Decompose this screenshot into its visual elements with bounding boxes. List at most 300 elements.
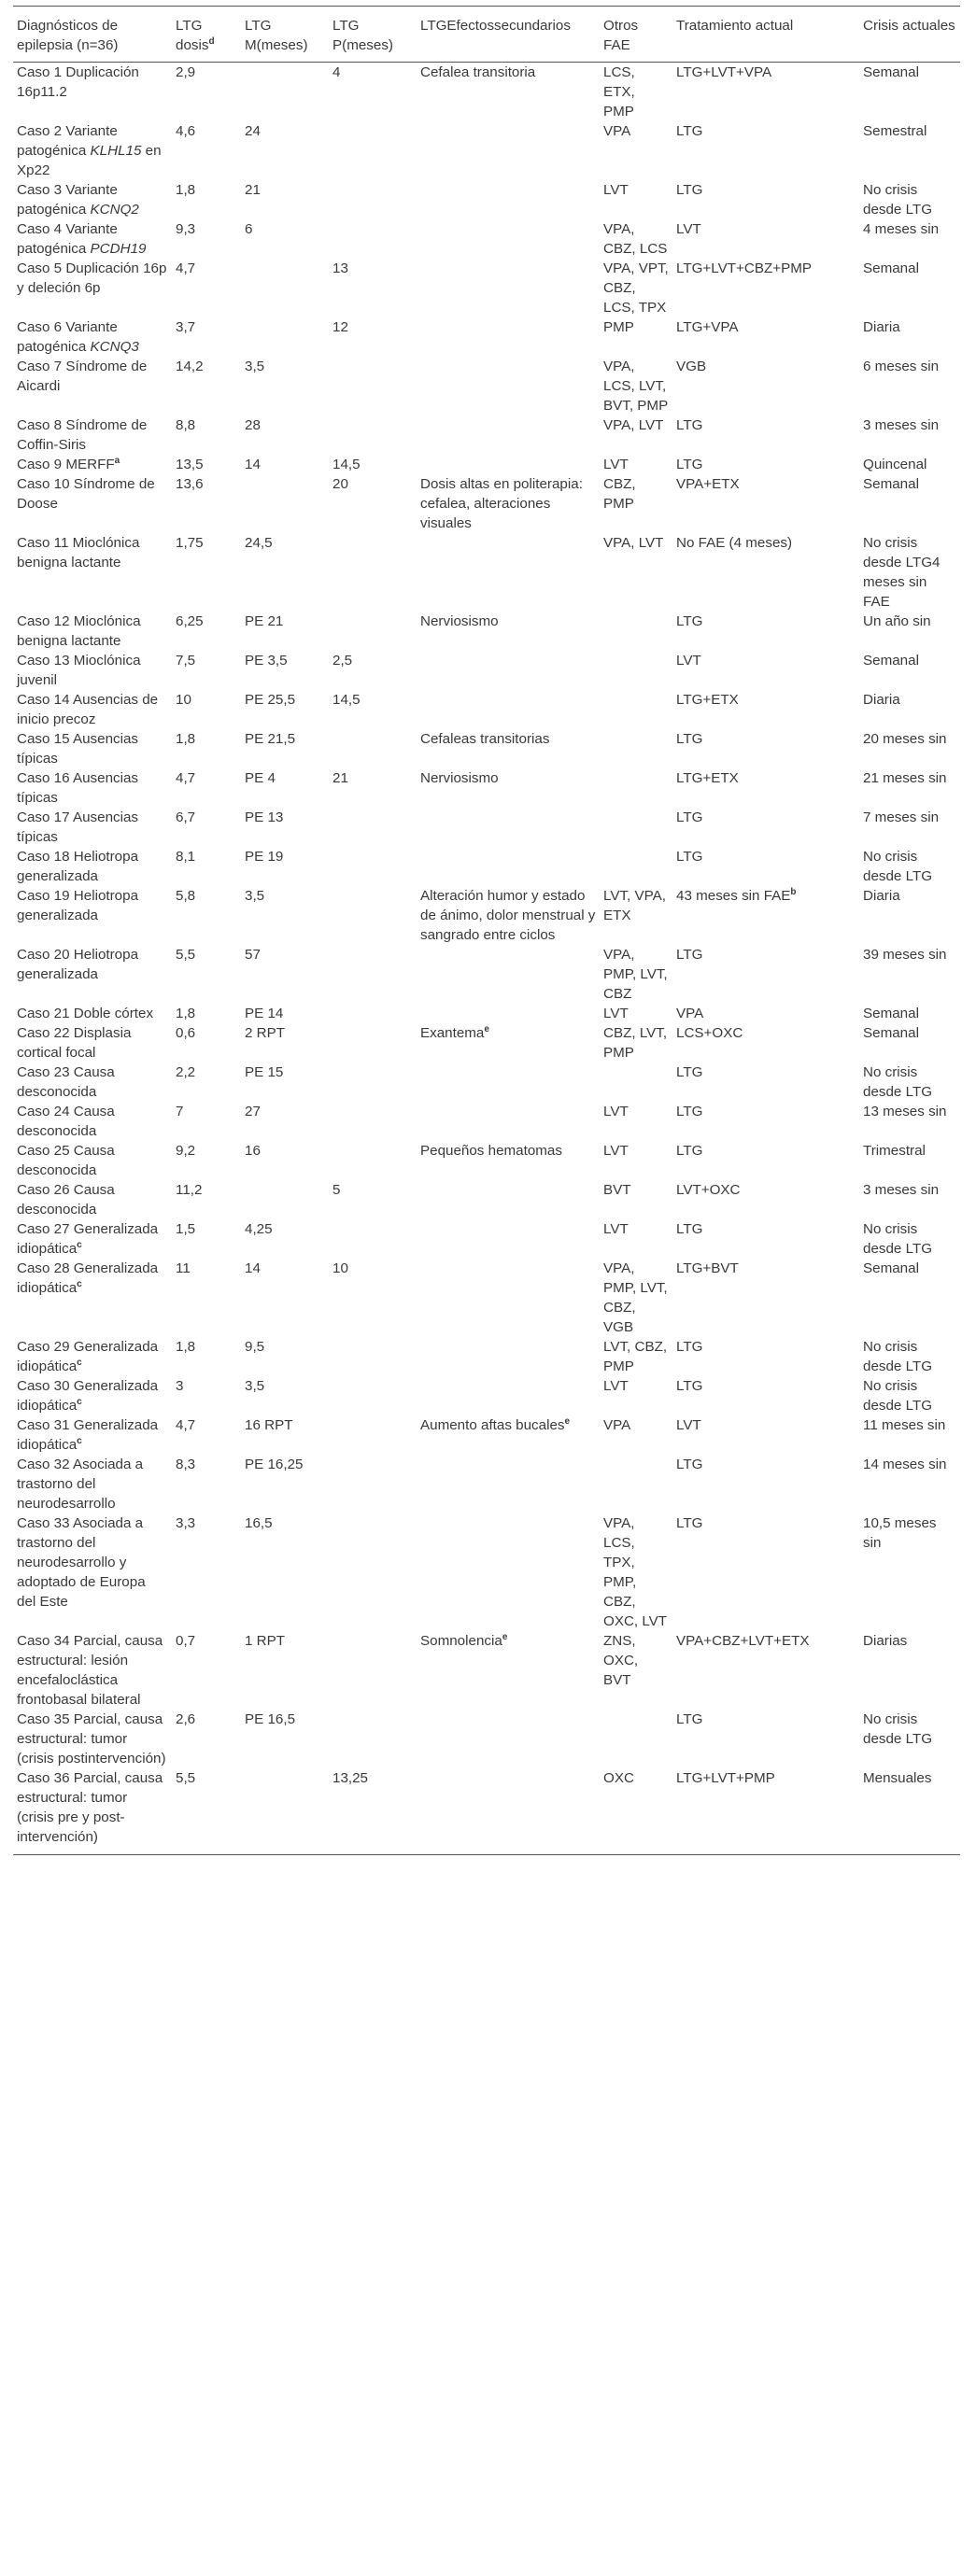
cell-ltg-dose-text: 0,6 [176, 1025, 196, 1041]
table-row [13, 1337, 960, 1376]
cell-current-seizures [859, 1376, 960, 1415]
cell-ltg-dose-text: 4,6 [176, 123, 196, 139]
table-row [13, 651, 960, 690]
cell-current-seizures-text: Semanal [863, 1025, 919, 1041]
cell-diagnosis [13, 259, 172, 317]
cell-other-aed-text: OXC [603, 1770, 634, 1786]
cell-other-aed-text: VPA, LCS, LVT, BVT, PMP [603, 359, 669, 414]
cell-current-treatment-text: LTG+LVT+CBZ+PMP [676, 260, 813, 276]
table-row [13, 1023, 960, 1063]
cell-current-treatment-text: 43 meses sin FAE [676, 888, 791, 904]
cell-ltg-m [241, 1415, 329, 1455]
cell-other-aed-text: LVT [603, 1006, 629, 1021]
cell-current-seizures [859, 455, 960, 474]
cell-other-aed [600, 455, 672, 474]
cell-other-aed-text: CBZ, LVT, PMP [603, 1025, 668, 1061]
cell-ltg-m [241, 357, 329, 415]
table-row [13, 1180, 960, 1219]
cell-diagnosis [13, 1415, 172, 1455]
cell-ltg-p-text: 12 [332, 319, 348, 335]
table-row [13, 357, 960, 415]
cell-side-effects [417, 1219, 600, 1259]
cell-ltg-p [329, 1259, 417, 1337]
cell-diagnosis [13, 180, 172, 219]
cell-side-effects-text: Nerviosismo [420, 613, 499, 629]
header-current-seizures: Crisis actuales [859, 7, 960, 63]
cell-other-aed [600, 219, 672, 259]
cell-current-seizures [859, 1768, 960, 1855]
cell-ltg-dose-text: 13,6 [176, 476, 204, 492]
cell-ltg-p [329, 455, 417, 474]
cell-diagnosis [13, 415, 172, 455]
cell-ltg-p [329, 63, 417, 122]
cell-ltg-m-text: PE 16,5 [245, 1711, 296, 1727]
cell-current-treatment [672, 1102, 859, 1141]
cell-current-treatment [672, 1631, 859, 1710]
cell-current-treatment-text: VGB [676, 359, 707, 374]
cell-other-aed-text: LVT, CBZ, PMP [603, 1339, 668, 1374]
cell-current-treatment-text: LVT [676, 653, 701, 669]
cell-side-effects [417, 1455, 600, 1513]
cell-current-treatment-text: LVT [676, 221, 701, 237]
cell-ltg-dose-text: 11,2 [176, 1182, 203, 1198]
cell-current-seizures-text: Quincenal [863, 457, 927, 472]
cell-side-effects [417, 1259, 600, 1337]
gene-name: KCNQ2 [90, 202, 139, 218]
header-side-effects: LTGEfectossecundarios [417, 7, 600, 63]
cell-ltg-m [241, 533, 329, 612]
cell-current-treatment [672, 1004, 859, 1023]
cell-ltg-m [241, 1259, 329, 1337]
cell-other-aed [600, 1259, 672, 1337]
cell-other-aed [600, 886, 672, 945]
cell-other-aed [600, 63, 672, 122]
cell-ltg-dose [172, 768, 241, 808]
table-row [13, 1219, 960, 1259]
cell-current-seizures-text: 4 meses sin [863, 221, 940, 237]
cell-ltg-p [329, 1415, 417, 1455]
cell-ltg-dose [172, 259, 241, 317]
cell-current-seizures-text: No crisis desde LTG [863, 182, 933, 218]
cell-ltg-dose [172, 1768, 241, 1855]
cell-current-treatment [672, 219, 859, 259]
cell-ltg-p [329, 1063, 417, 1102]
cell-ltg-m [241, 651, 329, 690]
cell-other-aed-text: LVT, VPA, ETX [603, 888, 666, 923]
diagnosis-text: Caso 28 Generalizada idiopática [17, 1260, 159, 1296]
cell-current-seizures [859, 533, 960, 612]
cell-side-effects [417, 180, 600, 219]
diagnosis-text: Caso 29 Generalizada idiopática [17, 1339, 159, 1374]
diagnosis-text: Caso 17 Ausencias típicas [17, 809, 139, 845]
cell-ltg-dose-text: 1,8 [176, 731, 196, 747]
diagnosis-text: en Xp22 [17, 143, 162, 178]
cell-diagnosis [13, 1063, 172, 1102]
diagnosis-text: Caso 4 Variante patogénica [17, 221, 118, 257]
diagnosis-text: Caso 33 Asociada a trastorno del neurodesarrollo y adoptado de Europa del Este [17, 1515, 146, 1610]
cell-current-seizures-text: 11 meses sin [863, 1417, 946, 1433]
cell-current-seizures-text: Mensuales [863, 1770, 932, 1786]
cell-current-seizures [859, 651, 960, 690]
cell-current-seizures-text: 39 meses sin [863, 947, 947, 963]
cell-ltg-dose-text: 3,3 [176, 1515, 196, 1531]
cell-current-treatment [672, 945, 859, 1004]
cell-current-seizures [859, 945, 960, 1004]
cell-current-treatment-text: LVT+OXC [676, 1182, 741, 1198]
cell-ltg-dose [172, 886, 241, 945]
cell-current-treatment [672, 533, 859, 612]
cell-diagnosis [13, 1376, 172, 1415]
cell-ltg-p [329, 1004, 417, 1023]
cell-ltg-dose [172, 847, 241, 886]
cell-current-treatment [672, 121, 859, 180]
cell-ltg-m [241, 1219, 329, 1259]
cell-diagnosis [13, 1141, 172, 1180]
cell-other-aed [600, 690, 672, 729]
cell-side-effects [417, 317, 600, 357]
table-row [13, 63, 960, 122]
cell-side-effects [417, 847, 600, 886]
cell-other-aed [600, 180, 672, 219]
cell-ltg-dose-text: 9,2 [176, 1143, 196, 1159]
table-row [13, 533, 960, 612]
cell-ltg-dose [172, 180, 241, 219]
diagnosis-text: Caso 22 Displasia cortical focal [17, 1025, 132, 1061]
cell-ltg-m [241, 1004, 329, 1023]
diagnosis-text: Caso 15 Ausencias típicas [17, 731, 139, 767]
cell-ltg-p [329, 1768, 417, 1855]
cell-ltg-dose [172, 1180, 241, 1219]
cell-ltg-p [329, 219, 417, 259]
diagnosis-text: Caso 32 Asociada a trastorno del neurodesarrollo [17, 1457, 144, 1512]
cell-side-effects-text: Aumento aftas bucales [420, 1417, 565, 1433]
table-row [13, 1631, 960, 1710]
cell-other-aed [600, 357, 672, 415]
cell-side-effects [417, 219, 600, 259]
cell-ltg-m-text: 3,5 [245, 888, 265, 904]
cell-side-effects [417, 768, 600, 808]
table-row [13, 1259, 960, 1337]
cell-current-seizures [859, 1023, 960, 1063]
cell-ltg-dose-text: 6,25 [176, 613, 204, 629]
cell-other-aed [600, 1180, 672, 1219]
cell-ltg-m-text: 9,5 [245, 1339, 265, 1355]
cell-ltg-dose-text: 7,5 [176, 653, 196, 669]
cell-current-seizures-text: Un año sin [863, 613, 931, 629]
cell-current-seizures [859, 808, 960, 847]
cell-other-aed-text: VPA [603, 1417, 631, 1433]
cell-ltg-dose-text: 4,7 [176, 1417, 196, 1433]
cell-ltg-dose [172, 945, 241, 1004]
cell-current-seizures [859, 1102, 960, 1141]
cell-ltg-dose-text: 1,8 [176, 1006, 196, 1021]
cell-diagnosis [13, 1219, 172, 1259]
cell-current-seizures-text: Diaria [863, 319, 900, 335]
cell-other-aed [600, 533, 672, 612]
cell-other-aed-text: VPA, CBZ, LCS [603, 221, 668, 257]
cell-ltg-dose [172, 1023, 241, 1063]
cell-side-effects [417, 1102, 600, 1141]
cell-current-treatment-text: LTG+VPA [676, 319, 739, 335]
cell-other-aed [600, 768, 672, 808]
cell-ltg-dose [172, 219, 241, 259]
cell-side-effects-text: Alteración humor y estado de ánimo, dolor menstrual y sangrado entre ciclos [420, 888, 596, 943]
diagnosis-text: Caso 12 Mioclónica benigna lactante [17, 613, 141, 649]
cell-current-treatment-text: LTG+ETX [676, 770, 739, 786]
cell-ltg-m [241, 886, 329, 945]
cell-ltg-p [329, 415, 417, 455]
cell-diagnosis [13, 886, 172, 945]
cell-other-aed-text: VPA, LVT [603, 417, 664, 433]
cell-ltg-p [329, 357, 417, 415]
cell-ltg-dose-text: 5,8 [176, 888, 196, 904]
cell-ltg-dose [172, 1455, 241, 1513]
table-row [13, 1513, 960, 1631]
table-header-row [13, 7, 960, 63]
cell-current-treatment [672, 415, 859, 455]
cell-side-effects-text: Exantema [420, 1025, 485, 1041]
cell-ltg-dose [172, 1513, 241, 1631]
cell-other-aed [600, 1102, 672, 1141]
cell-ltg-p [329, 729, 417, 768]
table-row [13, 886, 960, 945]
table-row [13, 1102, 960, 1141]
cell-other-aed [600, 1710, 672, 1768]
cell-current-treatment [672, 455, 859, 474]
cell-other-aed-text: CBZ, PMP [603, 476, 636, 512]
cell-ltg-dose [172, 1710, 241, 1768]
cell-current-seizures [859, 180, 960, 219]
cell-ltg-m [241, 415, 329, 455]
cell-side-effects [417, 1376, 600, 1415]
table-row [13, 1141, 960, 1180]
cell-ltg-p [329, 1376, 417, 1415]
cell-ltg-p [329, 121, 417, 180]
cell-other-aed-text: LVT [603, 1143, 629, 1159]
cell-ltg-p [329, 180, 417, 219]
cell-other-aed [600, 1768, 672, 1855]
cell-ltg-dose [172, 690, 241, 729]
table-row [13, 847, 960, 886]
cell-current-seizures [859, 415, 960, 455]
cell-current-seizures-text: No crisis desde LTG4 meses sin FAE [863, 535, 941, 610]
cell-ltg-m-text: 16 RPT [245, 1417, 293, 1433]
cell-ltg-p-text: 10 [332, 1260, 348, 1276]
cell-ltg-dose-text: 5,5 [176, 947, 196, 963]
cell-current-treatment-text: LTG [676, 849, 703, 865]
cell-ltg-m-text: 57 [245, 947, 261, 963]
cell-current-treatment-text: LTG [676, 417, 703, 433]
cell-diagnosis [13, 1259, 172, 1337]
diagnosis-text: Caso 2 Variante patogénica [17, 123, 118, 159]
cell-other-aed [600, 729, 672, 768]
cell-current-treatment-text: VPA+ETX [676, 476, 740, 492]
cell-ltg-dose [172, 1141, 241, 1180]
cell-ltg-m-text: 2 RPT [245, 1025, 286, 1041]
header-ltg-dose-footnote: d [208, 35, 215, 47]
cell-current-treatment [672, 1710, 859, 1768]
diagnosis-text: Caso 14 Ausencias de inicio precoz [17, 692, 159, 727]
cell-current-seizures-text: No crisis desde LTG [863, 849, 933, 884]
cell-other-aed [600, 651, 672, 690]
cell-other-aed [600, 259, 672, 317]
diagnosis-text: Caso 16 Ausencias típicas [17, 770, 139, 806]
cell-current-seizures-text: No crisis desde LTG [863, 1339, 933, 1374]
cell-ltg-p [329, 847, 417, 886]
cell-side-effects [417, 1180, 600, 1219]
cell-current-seizures-text: 13 meses sin [863, 1104, 947, 1119]
cell-current-treatment-text: VPA+CBZ+LVT+ETX [676, 1633, 810, 1649]
cell-current-seizures [859, 1455, 960, 1513]
cell-ltg-dose-text: 13,5 [176, 457, 204, 472]
cell-ltg-m [241, 259, 329, 317]
cell-current-seizures-text: Diarias [863, 1633, 908, 1649]
diagnosis-text: Caso 11 Mioclónica benigna lactante [17, 535, 140, 570]
table-row [13, 1710, 960, 1768]
cell-ltg-m [241, 768, 329, 808]
cell-ltg-p [329, 533, 417, 612]
cell-current-treatment [672, 63, 859, 122]
cell-ltg-dose [172, 415, 241, 455]
cell-ltg-p-text: 4 [332, 64, 341, 80]
cell-current-seizures [859, 768, 960, 808]
cell-other-aed-text: LVT [603, 182, 629, 198]
cell-current-seizures [859, 1631, 960, 1710]
cell-side-effects [417, 1063, 600, 1102]
cell-side-effects [417, 121, 600, 180]
cell-ltg-m [241, 1337, 329, 1376]
cell-ltg-dose [172, 121, 241, 180]
cell-ltg-p [329, 1141, 417, 1180]
cell-current-seizures [859, 1141, 960, 1180]
cell-ltg-dose [172, 63, 241, 122]
cell-current-treatment [672, 768, 859, 808]
cell-current-treatment [672, 180, 859, 219]
cell-diagnosis [13, 1180, 172, 1219]
cell-side-effects [417, 474, 600, 533]
cell-side-effects [417, 945, 600, 1004]
table-row [13, 945, 960, 1004]
cell-current-seizures-text: Semestral [863, 123, 927, 139]
cell-ltg-p [329, 259, 417, 317]
cell-ltg-m [241, 690, 329, 729]
cell-ltg-dose-text: 2,2 [176, 1064, 196, 1080]
diagnosis-text: Caso 3 Variante patogénica [17, 182, 118, 218]
cell-current-treatment-text: LTG [676, 1064, 703, 1080]
cell-ltg-m-text: 3,5 [245, 1378, 265, 1394]
cell-other-aed [600, 945, 672, 1004]
cell-ltg-p [329, 651, 417, 690]
cell-ltg-m [241, 474, 329, 533]
cell-ltg-dose-text: 6,7 [176, 809, 196, 825]
cell-ltg-dose [172, 1004, 241, 1023]
cell-other-aed [600, 1376, 672, 1415]
cell-current-treatment [672, 690, 859, 729]
diagnosis-text: Caso 24 Causa desconocida [17, 1104, 115, 1139]
footnote-marker: c [77, 1435, 82, 1446]
table-row [13, 1376, 960, 1415]
cell-diagnosis [13, 121, 172, 180]
diagnosis-text: Caso 10 Síndrome de Doose [17, 476, 155, 512]
cell-diagnosis [13, 612, 172, 651]
cell-ltg-p [329, 612, 417, 651]
cell-other-aed-text: VPA, PMP, LVT, CBZ, VGB [603, 1260, 668, 1335]
cell-ltg-dose-text: 1,75 [176, 535, 204, 551]
cell-ltg-p-text: 5 [332, 1182, 341, 1198]
cell-current-seizures [859, 1415, 960, 1455]
table-row [13, 729, 960, 768]
diagnosis-text: Caso 13 Mioclónica juvenil [17, 653, 141, 688]
cell-current-seizures-text: 20 meses sin [863, 731, 947, 747]
cell-current-treatment-text: LVT [676, 1417, 701, 1433]
diagnosis-text: Caso 19 Heliotropa generalizada [17, 888, 139, 923]
cell-ltg-m-text: 14 [245, 457, 261, 472]
cell-current-treatment-text: LTG [676, 1104, 703, 1119]
cell-ltg-p [329, 808, 417, 847]
cell-ltg-m-text: 6 [245, 221, 253, 237]
cell-ltg-m-text: 28 [245, 417, 261, 433]
cell-ltg-m-text: PE 4 [245, 770, 276, 786]
cell-ltg-m-text: 24 [245, 123, 261, 139]
cell-current-treatment [672, 1219, 859, 1259]
cell-ltg-p-text: 13 [332, 260, 348, 276]
cell-diagnosis [13, 1004, 172, 1023]
cell-ltg-p [329, 886, 417, 945]
cell-current-treatment [672, 1180, 859, 1219]
diagnosis-text: Caso 21 Doble córtex [17, 1006, 154, 1021]
cell-ltg-dose [172, 1259, 241, 1337]
footnote-marker: c [77, 1357, 82, 1368]
cell-side-effects-text: Pequeños hematomas [420, 1143, 562, 1159]
cell-current-treatment [672, 1141, 859, 1180]
cell-ltg-dose [172, 612, 241, 651]
cell-side-effects [417, 455, 600, 474]
cell-side-effects [417, 729, 600, 768]
cell-side-effects [417, 1337, 600, 1376]
cell-ltg-m-text: PE 15 [245, 1064, 284, 1080]
cell-current-seizures-text: No crisis desde LTG [863, 1221, 933, 1257]
footnote-marker: c [77, 1239, 82, 1250]
cell-current-seizures [859, 729, 960, 768]
cell-current-treatment [672, 1455, 859, 1513]
cell-side-effects [417, 259, 600, 317]
header-ltg-dose [172, 7, 241, 63]
table-row [13, 1768, 960, 1855]
cell-side-effects-text: Dosis altas en politerapia: cefalea, alteraciones visuales [420, 476, 583, 531]
cell-current-seizures [859, 847, 960, 886]
cell-current-seizures-text: 7 meses sin [863, 809, 940, 825]
cell-ltg-p-text: 14,5 [332, 457, 361, 472]
cell-ltg-m-text: PE 13 [245, 809, 284, 825]
cell-other-aed [600, 317, 672, 357]
cell-current-seizures-text: Diaria [863, 692, 900, 708]
diagnosis-text: Caso 9 MERFF [17, 457, 115, 472]
cell-current-seizures-text: Semanal [863, 1260, 919, 1276]
cell-current-seizures [859, 886, 960, 945]
cell-current-treatment-text: LTG+ETX [676, 692, 739, 708]
diagnosis-text: Caso 8 Síndrome de Coffin-Siris [17, 417, 148, 453]
cell-side-effects [417, 651, 600, 690]
cell-ltg-m [241, 1710, 329, 1768]
header-diagnosis: Diagnósticos de epilepsia (n=36) [13, 7, 172, 63]
cell-current-seizures [859, 357, 960, 415]
diagnosis-text: Caso 26 Causa desconocida [17, 1182, 115, 1218]
cell-ltg-m [241, 63, 329, 122]
cell-ltg-p [329, 1631, 417, 1710]
cell-ltg-dose [172, 1337, 241, 1376]
cell-current-treatment [672, 1415, 859, 1455]
cell-other-aed [600, 415, 672, 455]
